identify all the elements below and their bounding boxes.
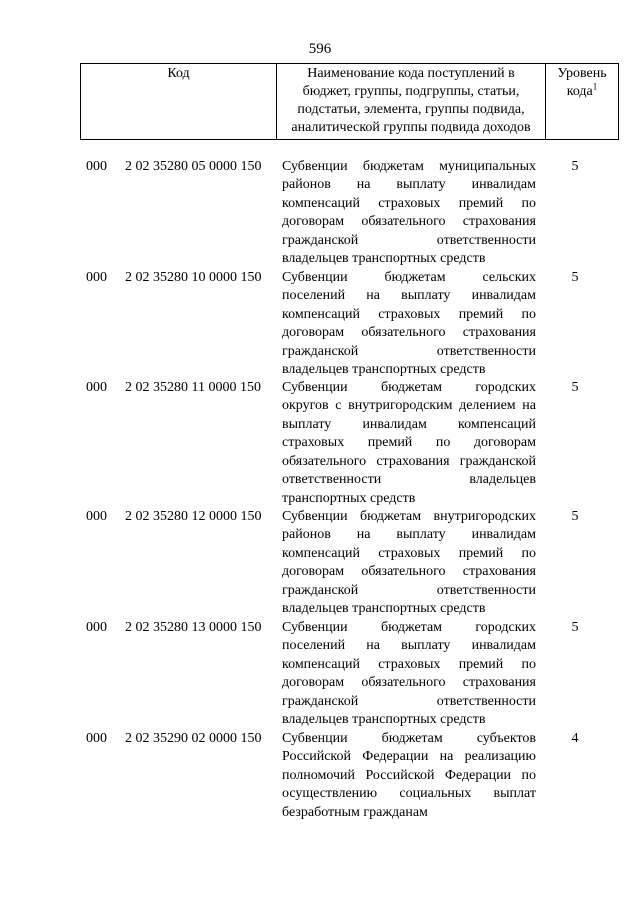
description-line: договорам обязательного страхования [282,214,536,230]
description-line: владельцев транспортных средств [282,251,486,267]
code-level: 5 [571,270,579,285]
description-line: Субвенции бюджетам внутригородских [282,509,536,524]
header-name-line: Наименование кода поступлений в [307,66,515,81]
description-line: транспортных средств [282,490,416,506]
description-line: районов на выплату инвалидам [282,177,536,193]
admin-code: 000 [86,509,107,524]
description-line: договорам обязательного страхования [282,564,536,580]
description-line: обязательного страхования гражданской [282,453,536,469]
code-level: 5 [571,380,579,395]
budget-code: 2 02 35280 05 0000 150 [125,159,262,174]
description-line: Российской Федерации на реализацию [282,749,536,765]
admin-code: 000 [86,731,107,746]
code-level: 5 [571,509,579,524]
description-line: ответственности владельцев [282,472,536,488]
description-line: владельцев транспортных средств [282,362,486,378]
header-name-line: подстатьи, элемента, группы подвида, [297,102,525,117]
description-line: Субвенции бюджетам сельских [282,270,536,285]
admin-code: 000 [86,380,107,395]
header-name [277,64,546,140]
description-line: договорам обязательного страхования [282,675,536,691]
code-level: 4 [571,731,579,746]
description-line: Субвенции бюджетам субъектов [282,731,536,746]
header-name-line: бюджет, группы, подгруппы, статьи, [302,84,520,99]
footnote-mark: 1 [592,81,598,92]
description-line: Субвенции бюджетам городских [282,380,536,395]
description-line: осуществлению социальных выплат [282,786,536,802]
code-description [282,508,536,619]
description-line: компенсаций страховых премий по [282,306,536,322]
code-description [282,379,536,508]
description-line: поселений на выплату инвалидам [282,288,536,304]
code-description [282,158,536,269]
description-line: полномочий Российской Федерации по [282,767,536,783]
code-description [282,269,536,380]
budget-code: 2 02 35280 11 0000 150 [125,380,261,395]
header-code: Код [81,64,277,140]
header-name-line: аналитической группы подвида доходов [291,120,531,135]
code-description [282,619,536,730]
header-level-line: Уровень [557,66,607,81]
code-level: 5 [571,159,579,174]
description-line: договорам обязательного страхования [282,325,536,341]
description-line: Субвенции бюджетам муниципальных [282,159,536,174]
description-line: компенсаций страховых премий по [282,195,536,211]
code-description [282,730,536,822]
description-line: гражданской ответственности [282,582,536,598]
admin-code: 000 [86,159,107,174]
admin-code: 000 [86,270,107,285]
budget-code: 2 02 35280 10 0000 150 [125,270,262,285]
description-line: поселений на выплату инвалидам [282,638,536,654]
description-line: Субвенции бюджетам городских [282,620,536,635]
admin-code: 000 [86,620,107,635]
header-level-line: кода$^1$ [566,81,598,99]
table-header [80,63,619,140]
description-line: владельцев транспортных средств [282,601,486,617]
budget-code: 2 02 35280 13 0000 150 [125,620,262,635]
description-line: гражданской ответственности [282,232,536,248]
page-number: 596 [308,41,332,57]
code-level: 5 [571,620,579,635]
description-line: округов с внутригородским делением на [282,398,536,414]
description-line: компенсаций страховых премий по [282,656,536,672]
description-line: владельцев транспортных средств [282,712,486,728]
description-line: компенсаций страховых премий по [282,545,536,561]
description-line: гражданской ответственности [282,693,536,709]
budget-code: 2 02 35280 12 0000 150 [125,509,262,524]
description-line: районов на выплату инвалидам [282,527,536,543]
description-line: страховых премий по договорам [282,435,536,451]
description-line: гражданской ответственности [282,343,536,359]
description-line: безработным гражданам [282,804,428,820]
budget-code: 2 02 35290 02 0000 150 [125,731,262,746]
description-line: выплату инвалидам компенсаций [282,416,536,432]
header-level [546,64,619,140]
